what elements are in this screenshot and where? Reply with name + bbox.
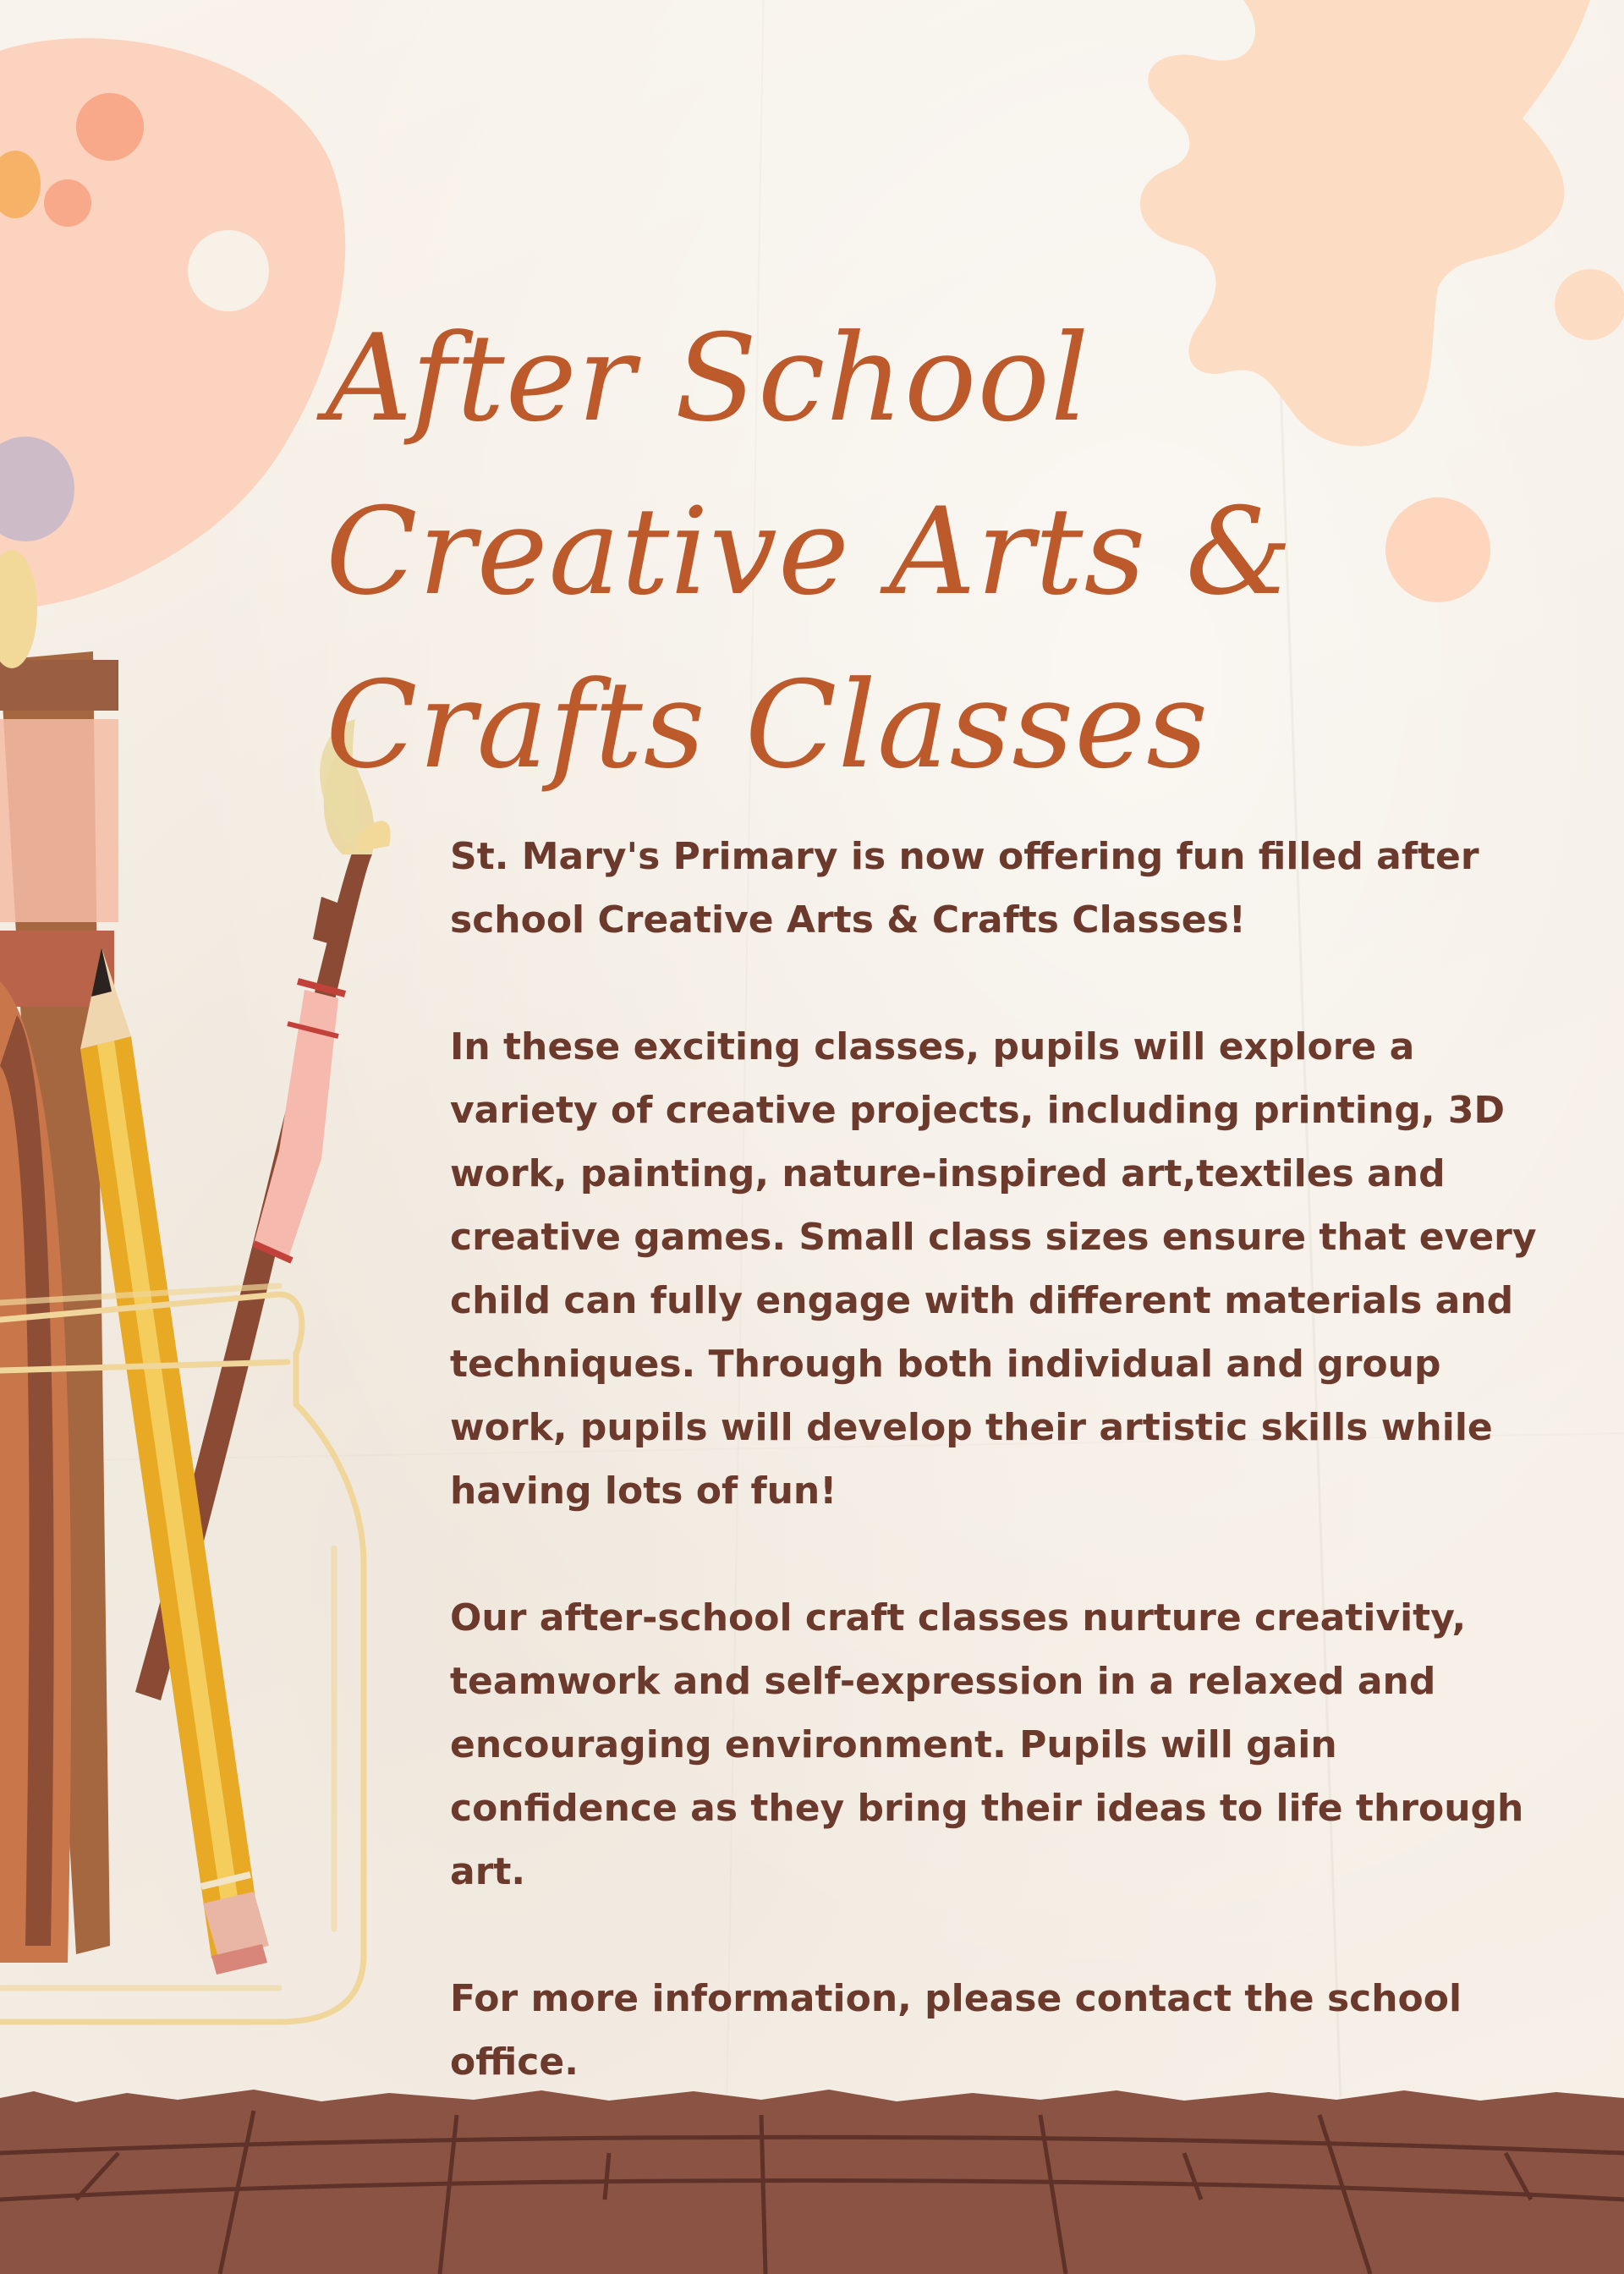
brush-band <box>0 719 118 922</box>
title-line: After School <box>326 309 1090 448</box>
brush-band <box>0 660 118 711</box>
intro-paragraph: St. Mary's Primary is now offering fun filled after school Creative Arts & Crafts Classes! <box>450 835 1479 942</box>
benefits-paragraph: Our after-school craft classes nurture creativity, teamwork and self-expression in a relaxed and encouraging environment. Pupils will gain confidence as they bring their ideas to life through art. <box>450 1596 1524 1893</box>
body-text <box>450 825 1566 2094</box>
title-line: Crafts Classes <box>326 656 1210 795</box>
paint-palette-icon <box>0 38 345 609</box>
page-title <box>326 292 1425 812</box>
pencil-icon <box>80 948 269 1975</box>
details-paragraph: In these exciting classes, pupils will explore a variety of creative projects, including printing, 3D work, painting, nature-inspired art,textiles and creative games. Small class sizes ensure that every child can fully engage with different materials and techniques. Through both individual and group work, pupils will develop their artistic skills while having lots of fun! <box>450 1025 1537 1513</box>
contact-paragraph: For more information, please contact the school office. <box>450 1977 1462 2084</box>
title-line: Creative Arts & <box>326 482 1293 622</box>
wooden-floor-icon <box>0 2090 1624 2274</box>
